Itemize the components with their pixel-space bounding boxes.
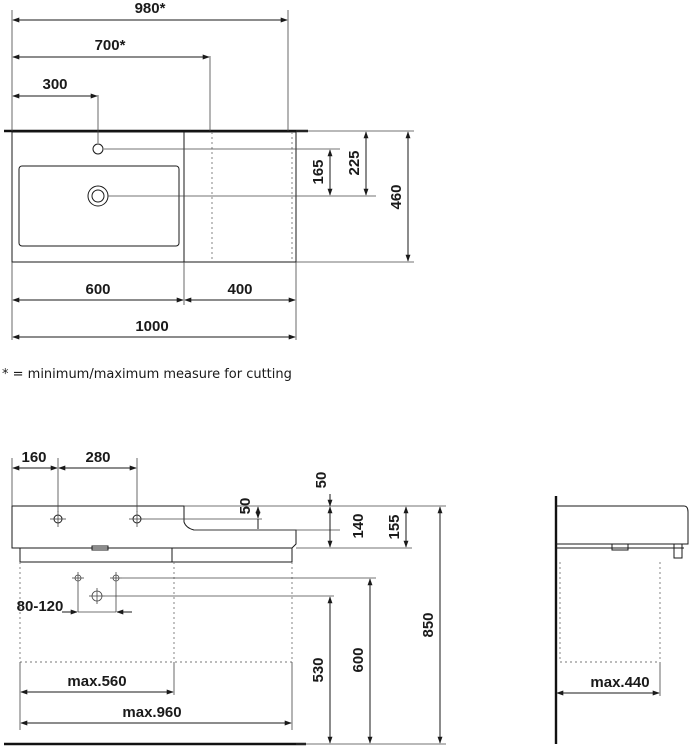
waste-connection [89,588,105,604]
towel-rail [20,548,292,562]
basin-side-outline [556,506,688,544]
drain-inner [92,190,104,202]
dim-165: 165 [310,159,327,185]
dim-300: 300 [42,76,68,93]
front-view [4,449,446,744]
dim-160: 160 [21,449,47,466]
tap-hole [93,144,103,154]
footnote: * = minimum/maximum measure for cutting [2,367,292,382]
dim-225: 225 [346,150,363,176]
dim-max960: max.960 [122,704,182,721]
side-view [556,496,688,744]
dim-max560: max.560 [67,673,127,690]
tap-hole-right [129,511,145,527]
dim-600-height: 600 [350,647,367,673]
dim-460: 460 [388,184,405,210]
dim-max440: max.440 [590,674,650,691]
dim-400: 400 [227,281,253,298]
dim-50: 50 [237,497,254,515]
drain-outer [88,186,108,206]
dim-50-top: 50 [313,471,330,489]
dim-80-120: 80-120 [16,598,64,615]
dim-530: 530 [310,657,327,683]
water-connection-right [110,572,122,584]
dim-1000: 1000 [135,318,169,335]
top-view [4,0,414,340]
dim-140: 140 [350,513,367,539]
dim-700: 700* [94,37,126,54]
dim-280: 280 [85,449,111,466]
water-connection-left [72,572,84,584]
tap-hole-left [50,511,66,527]
dim-155: 155 [386,514,403,540]
dim-850: 850 [420,612,437,638]
washbasin-outline [12,132,296,262]
dim-980: 980* [134,0,166,17]
dim-600: 600 [85,281,111,298]
